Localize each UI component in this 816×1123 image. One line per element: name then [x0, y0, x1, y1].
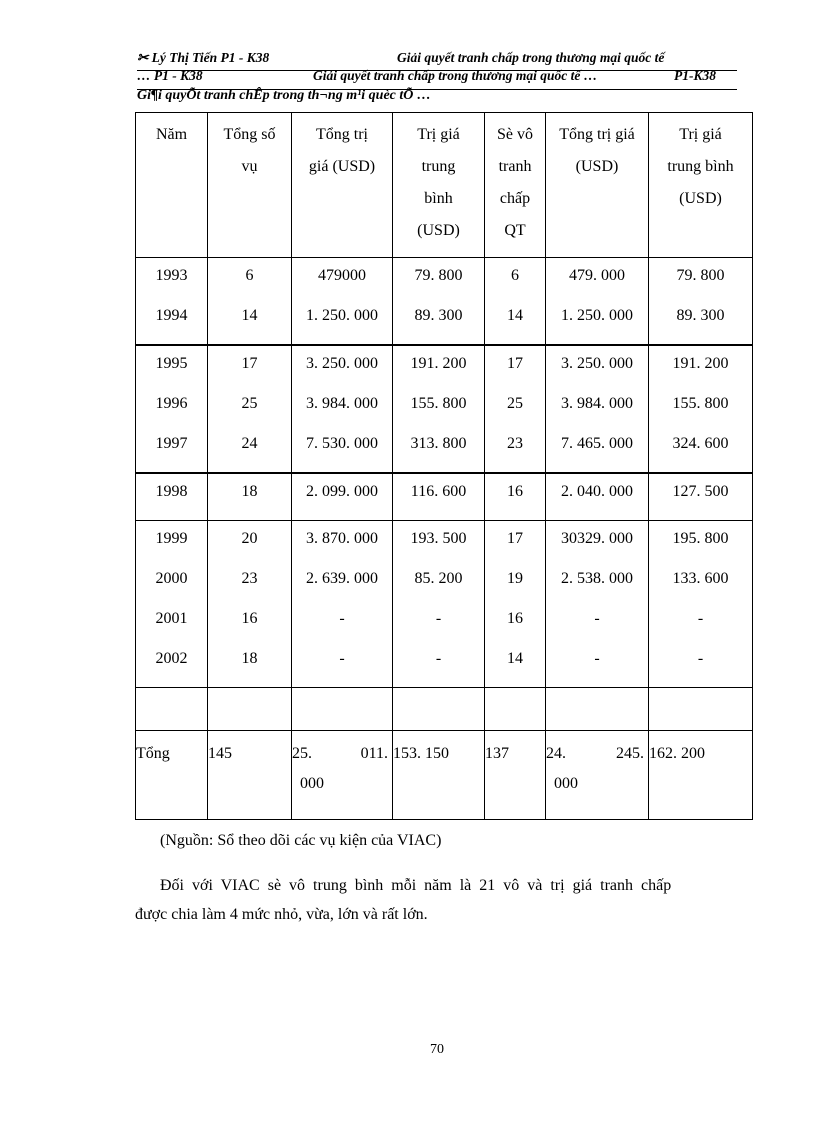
table-cell	[485, 521, 546, 688]
table-value: 24	[241, 435, 258, 452]
total-value-part: 25.	[292, 745, 312, 762]
table-value: 16	[507, 483, 523, 500]
table-value: 191. 200	[410, 355, 467, 372]
column-header-line: giá (USD)	[308, 158, 376, 175]
header-line2-right: P1-K38	[674, 68, 716, 83]
table-value: 7. 530. 000	[306, 435, 378, 452]
column-header-line: trung bình	[667, 158, 734, 175]
table-value: 324. 600	[672, 435, 729, 452]
total-value: 145	[208, 745, 232, 762]
table-value: 195. 800	[672, 530, 729, 547]
table-value: 1993	[155, 267, 188, 284]
header-line2-left: … P1 - K38	[137, 68, 203, 83]
total-value: Tổng	[136, 745, 170, 762]
total-value-part: 011.	[360, 745, 388, 762]
table-cell	[393, 521, 485, 688]
table-value: 6	[511, 267, 519, 284]
table-cell	[393, 473, 485, 521]
table-cell	[546, 345, 649, 473]
header-line3-garbled: Gi¶i quyÕt tranh chÊp trong th¬ng m¹i quèc tÕ …	[137, 88, 431, 103]
table-header-row	[136, 113, 753, 258]
table-value: 7. 465. 000	[561, 435, 633, 452]
column-header-line: Năm	[155, 126, 188, 143]
table-value: 19	[507, 570, 523, 587]
table-value: 30329. 000	[561, 530, 633, 547]
table-cell	[393, 258, 485, 346]
column-header	[208, 113, 292, 258]
table-value: 1998	[155, 483, 188, 500]
table-value: 89. 300	[676, 307, 725, 324]
table-value: 25	[507, 395, 523, 412]
table-value: 85. 200	[414, 570, 463, 587]
table-value: -	[594, 610, 600, 627]
column-header-line: Tổng số	[223, 126, 276, 143]
header-title: Giải quyết tranh chấp trong thương mại quốc tế	[397, 50, 665, 65]
column-header	[292, 113, 393, 258]
header-line2-title: Giải quyết tranh chấp trong thương mại quốc tế …	[313, 68, 598, 83]
table-value: 16	[507, 610, 523, 627]
table-cell	[208, 345, 292, 473]
column-header-line: Tổng trị	[316, 126, 368, 143]
table-cell	[546, 688, 649, 731]
table-cell	[208, 473, 292, 521]
column-header-line: trung	[421, 158, 456, 175]
column-header	[546, 113, 649, 258]
table-cell	[136, 688, 208, 731]
column-header-line: Trị giá	[679, 126, 722, 143]
table-row-group	[136, 258, 753, 346]
table-cell	[649, 473, 753, 521]
column-header-line: bình	[424, 190, 453, 207]
table-cell	[136, 258, 208, 346]
table-cell	[136, 473, 208, 521]
table-cell	[393, 345, 485, 473]
statistics-table	[135, 112, 753, 820]
table-cell	[292, 688, 393, 731]
column-header-line: QT	[504, 222, 526, 239]
total-cell	[136, 731, 208, 820]
table-value: 2. 099. 000	[306, 483, 378, 500]
table-cell	[292, 521, 393, 688]
column-header-line: vụ	[241, 158, 258, 175]
table-cell	[485, 473, 546, 521]
table-value: 155. 800	[410, 395, 467, 412]
total-value: 153. 150	[393, 745, 449, 762]
table-value: 14	[241, 307, 258, 324]
total-value-split	[546, 739, 648, 769]
table-value: 313. 800	[410, 435, 467, 452]
table-cell	[649, 345, 753, 473]
table-cell	[485, 258, 546, 346]
table-cell	[208, 521, 292, 688]
table-cell	[136, 345, 208, 473]
total-value-part: 000	[300, 775, 324, 792]
table-value: 3. 984. 000	[306, 395, 378, 412]
table-value: 479. 000	[569, 267, 625, 284]
table-value: 193. 500	[410, 530, 467, 547]
table-value: -	[339, 650, 345, 667]
body-paragraph-line-2: được chia làm 4 mức nhỏ, vừa, lớn và rất lớn.	[135, 906, 428, 923]
page-number: 70	[430, 1042, 444, 1057]
table-cell	[546, 258, 649, 346]
table-value: 14	[507, 650, 523, 667]
column-header	[485, 113, 546, 258]
table-value: 1. 250. 000	[306, 307, 378, 324]
table-value: 17	[241, 355, 258, 372]
total-cell	[292, 731, 393, 820]
total-cell	[485, 731, 546, 820]
column-header	[649, 113, 753, 258]
table-value: 23	[241, 570, 258, 587]
total-value-part: 245.	[616, 745, 644, 762]
table-value: 1994	[155, 307, 188, 324]
column-header-line: Sè vô	[497, 126, 533, 143]
table-value: 16	[241, 610, 258, 627]
total-value-part: 000	[554, 775, 578, 792]
table-value: 191. 200	[672, 355, 729, 372]
table-value: -	[697, 650, 704, 667]
table-cell	[546, 473, 649, 521]
total-cell	[546, 731, 649, 820]
column-header	[393, 113, 485, 258]
source-note: (Nguồn: Sổ theo dõi các vụ kiện của VIAC)	[160, 832, 442, 849]
table-value: 79. 800	[414, 267, 463, 284]
column-header-line: tranh	[498, 158, 532, 175]
table-value: 23	[507, 435, 523, 452]
table-value: 2. 538. 000	[561, 570, 633, 587]
total-cell	[649, 731, 753, 820]
table-value: 3. 250. 000	[561, 355, 633, 372]
header-author: ✂ Lý Thị Tiến P1 - K38	[137, 50, 270, 65]
table-empty-row	[136, 688, 753, 731]
table-value: 18	[241, 650, 258, 667]
table-row-group	[136, 473, 753, 521]
table-row-group	[136, 521, 753, 688]
table-value: 2002	[155, 650, 188, 667]
table-cell	[393, 688, 485, 731]
column-header-line: Trị giá	[417, 126, 460, 143]
table-value: 3. 250. 000	[306, 355, 378, 372]
total-value-split	[292, 739, 392, 769]
table-cell	[649, 688, 753, 731]
table-cell	[208, 688, 292, 731]
table-cell	[546, 521, 649, 688]
table-cell	[292, 345, 393, 473]
table-value: 3. 984. 000	[561, 395, 633, 412]
table-value: 1995	[155, 355, 188, 372]
table-value: 155. 800	[672, 395, 729, 412]
table-value: 2. 040. 000	[561, 483, 633, 500]
table-cell	[485, 688, 546, 731]
table-cell	[208, 258, 292, 346]
table-value: 2. 639. 000	[306, 570, 378, 587]
table-value: 2000	[155, 570, 188, 587]
table-value: 133. 600	[672, 570, 729, 587]
column-header-line: chấp	[499, 190, 531, 207]
table-cell	[292, 473, 393, 521]
table-value: 6	[245, 267, 254, 284]
table-value: 1. 250. 000	[561, 307, 633, 324]
table-value: 25	[241, 395, 258, 412]
total-cell	[208, 731, 292, 820]
table-cell	[649, 258, 753, 346]
table-value: 2001	[155, 610, 188, 627]
total-value: 162. 200	[649, 745, 705, 762]
table-cell	[649, 521, 753, 688]
total-value-part: 24.	[546, 745, 566, 762]
column-header	[136, 113, 208, 258]
table-value: 479000	[318, 267, 366, 284]
table-value: 17	[507, 530, 523, 547]
table-value: 3. 870. 000	[306, 530, 378, 547]
column-header-line: (USD)	[575, 158, 619, 175]
column-header-line: Tổng trị giá	[559, 126, 635, 143]
table-value: 1999	[155, 530, 188, 547]
total-cell	[393, 731, 485, 820]
column-header-line: (USD)	[417, 222, 460, 239]
body-paragraph-line-1: Đối với VIAC sè vô trung bình mỗi năm là 21 vô và trị giá tranh chấp	[160, 877, 672, 894]
table-value: -	[594, 650, 600, 667]
table-total-row	[136, 731, 753, 820]
table-value: 116. 600	[410, 483, 467, 500]
table-value: 127. 500	[672, 483, 729, 500]
table-value: 20	[241, 530, 258, 547]
table-value: -	[697, 610, 704, 627]
table-row-group	[136, 345, 753, 473]
table-cell	[292, 258, 393, 346]
table-value: 79. 800	[676, 267, 725, 284]
table-value: 1996	[155, 395, 188, 412]
table-cell	[136, 521, 208, 688]
table-value: 1997	[155, 435, 188, 452]
table-value: -	[339, 610, 345, 627]
table-value: 18	[241, 483, 258, 500]
column-header-line: (USD)	[679, 190, 722, 207]
table-value: 89. 300	[414, 307, 463, 324]
table-cell	[485, 345, 546, 473]
table-value: 17	[507, 355, 523, 372]
total-value: 137	[485, 745, 509, 762]
table-value: -	[435, 650, 442, 667]
table-value: -	[435, 610, 442, 627]
table-value: 14	[507, 307, 523, 324]
